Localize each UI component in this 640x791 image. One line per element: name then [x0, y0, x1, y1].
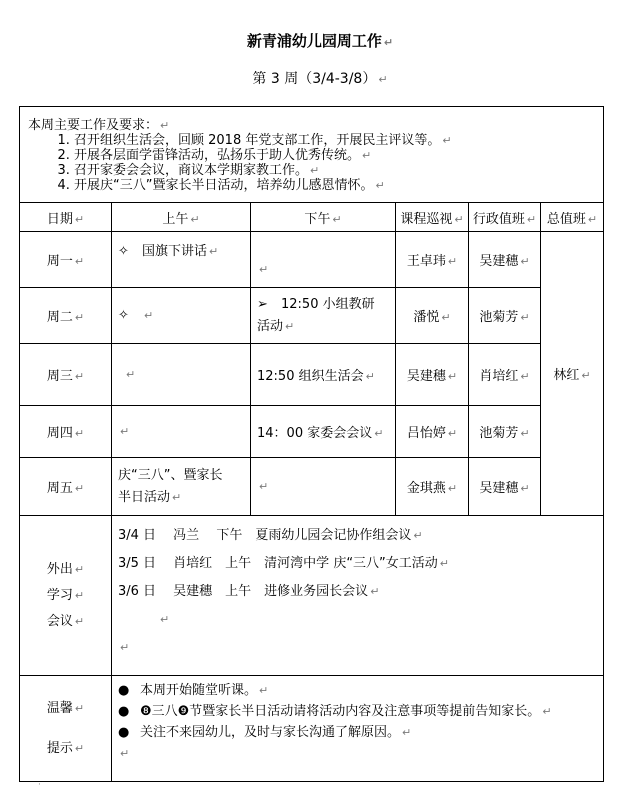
requirements-row: [20, 107, 604, 203]
day-label: 周四 ↵: [20, 406, 112, 458]
list-item: ● 本周开始随堂听课。 ↵: [118, 680, 597, 701]
afternoon-cell: ↵: [251, 232, 396, 288]
afternoon-cell: 14：00 家委会会议 ↵: [251, 406, 396, 458]
morning-cell: ↵: [112, 344, 251, 406]
admin-duty: 池菊芳 ↵: [469, 288, 541, 344]
bullet-icon: ●: [118, 683, 130, 698]
morning-cell: ✧ ↵: [112, 288, 251, 344]
course-inspector: 潘悦 ↵: [396, 288, 469, 344]
paragraph-mark: ↵: [383, 36, 394, 49]
day-label: 周三 ↵: [20, 344, 112, 406]
course-inspector: 金琪燕 ↵: [396, 458, 469, 516]
tips-label: 温馨 ↵ 提示 ↵: [20, 676, 112, 782]
diamond-bullet-icon: ✧: [118, 244, 129, 259]
morning-cell: ✧ 国旗下讲话 ↵: [112, 232, 251, 288]
admin-duty: 吴建穗 ↵: [469, 232, 541, 288]
table-row: [20, 406, 604, 458]
morning-cell: 庆“三八”、暨家长 半日活动 ↵: [112, 458, 251, 516]
requirements-cell: [20, 107, 604, 203]
table-row: [20, 344, 604, 406]
bullet-icon: ●: [118, 704, 130, 719]
day-label: 周五 ↵: [20, 458, 112, 516]
outing-row: [20, 516, 604, 676]
list-item: ● ❽三八❾节暨家长半日活动请将活动内容及注意事项等提前告知家长。 ↵: [118, 701, 597, 722]
general-duty-cell: 林红 ↵: [541, 232, 604, 516]
day-label: 周一 ↵: [20, 232, 112, 288]
course-inspector: 王卓玮 ↵: [396, 232, 469, 288]
header-course-inspection: 课程巡视 ↵: [396, 203, 469, 232]
table-row: [20, 458, 604, 516]
document-title: 新青浦幼儿园周工作 ↵: [246, 32, 394, 50]
afternoon-cell: ➢ 12:50 小组教研 活动 ↵: [251, 288, 396, 344]
course-inspector: 吕怡婷 ↵: [396, 406, 469, 458]
tips-row: [20, 676, 604, 782]
admin-duty: 肖培红 ↵: [469, 344, 541, 406]
week-range: 第 3 周（3/4-3/8） ↵: [252, 71, 388, 87]
outing-entry: 3/5 日 肖培红 上午 清河湾中学 庆“三八”女工活动 ↵: [118, 556, 450, 571]
requirements-heading: 本周主要工作及要求： ↵: [28, 117, 170, 133]
header-afternoon: 下午 ↵: [251, 203, 396, 232]
weekly-schedule-table: [19, 106, 604, 782]
admin-duty: 池菊芳 ↵: [469, 406, 541, 458]
outing-entry: 3/4 日 冯兰 下午 夏雨幼儿园会记协作组会议 ↵: [118, 528, 423, 543]
bullet-icon: ●: [118, 725, 130, 740]
header-general-duty: 总值班 ↵: [541, 203, 604, 232]
outing-label: 外出 ↵ 学习 ↵ 会议 ↵: [20, 516, 112, 676]
outing-entry: 3/6 日 吴建穗 上午 进修业务园长会议 ↵: [118, 584, 380, 599]
header-date: 日期 ↵: [20, 203, 112, 232]
morning-cell: ↵: [112, 406, 251, 458]
header-morning: 上午 ↵: [112, 203, 251, 232]
table-row: [20, 232, 604, 288]
outing-entries: 3/4 日 冯兰 下午 夏雨幼儿园会记协作组会议 ↵ 3/5 日 肖培红 上午 清河湾中学 庆“三八”女工活动 ↵ 3/6 日 吴建穗 上午 进修业务园长会议 ↵ ↵ ↵: [112, 516, 604, 676]
header-row: [20, 203, 604, 232]
requirement-item: 4. 开展庆“三八”暨家长半日活动，培养幼儿感恩情怀。 ↵: [74, 178, 595, 193]
tips-list: ● 本周开始随堂听课。 ↵ ● ❽三八❾节暨家长半日活动请将活动内容及注意事项等提前告知家长。 ↵ ● 关注不来园幼儿，及时与家长沟通了解原因。 ↵ ↵: [112, 676, 604, 782]
list-item: ● 关注不来园幼儿，及时与家长沟通了解原因。 ↵: [118, 722, 597, 743]
requirement-item: 3. 召开家委会会议，商议本学期家教工作。 ↵: [74, 163, 595, 178]
afternoon-cell: 12:50 组织生活会 ↵: [251, 344, 396, 406]
header-admin-duty: 行政值班 ↵: [469, 203, 541, 232]
requirement-item: 1. 召开组织生活会，回顾 2018 年党支部工作，开展民主评议等。 ↵: [74, 133, 595, 148]
requirement-item: 2. 开展各层面学雷锋活动，弘扬乐于助人优秀传统。 ↵: [74, 148, 595, 163]
requirements-list: [28, 133, 595, 193]
arrow-bullet-icon: ➢: [257, 296, 268, 312]
diamond-bullet-icon: ✧: [118, 308, 129, 323]
course-inspector: 吴建穗 ↵: [396, 344, 469, 406]
admin-duty: 吴建穗 ↵: [469, 458, 541, 516]
table-row: [20, 288, 604, 344]
afternoon-cell: ↵: [251, 458, 396, 516]
day-label: 周二 ↵: [20, 288, 112, 344]
footer-mark: ·: [38, 780, 41, 790]
